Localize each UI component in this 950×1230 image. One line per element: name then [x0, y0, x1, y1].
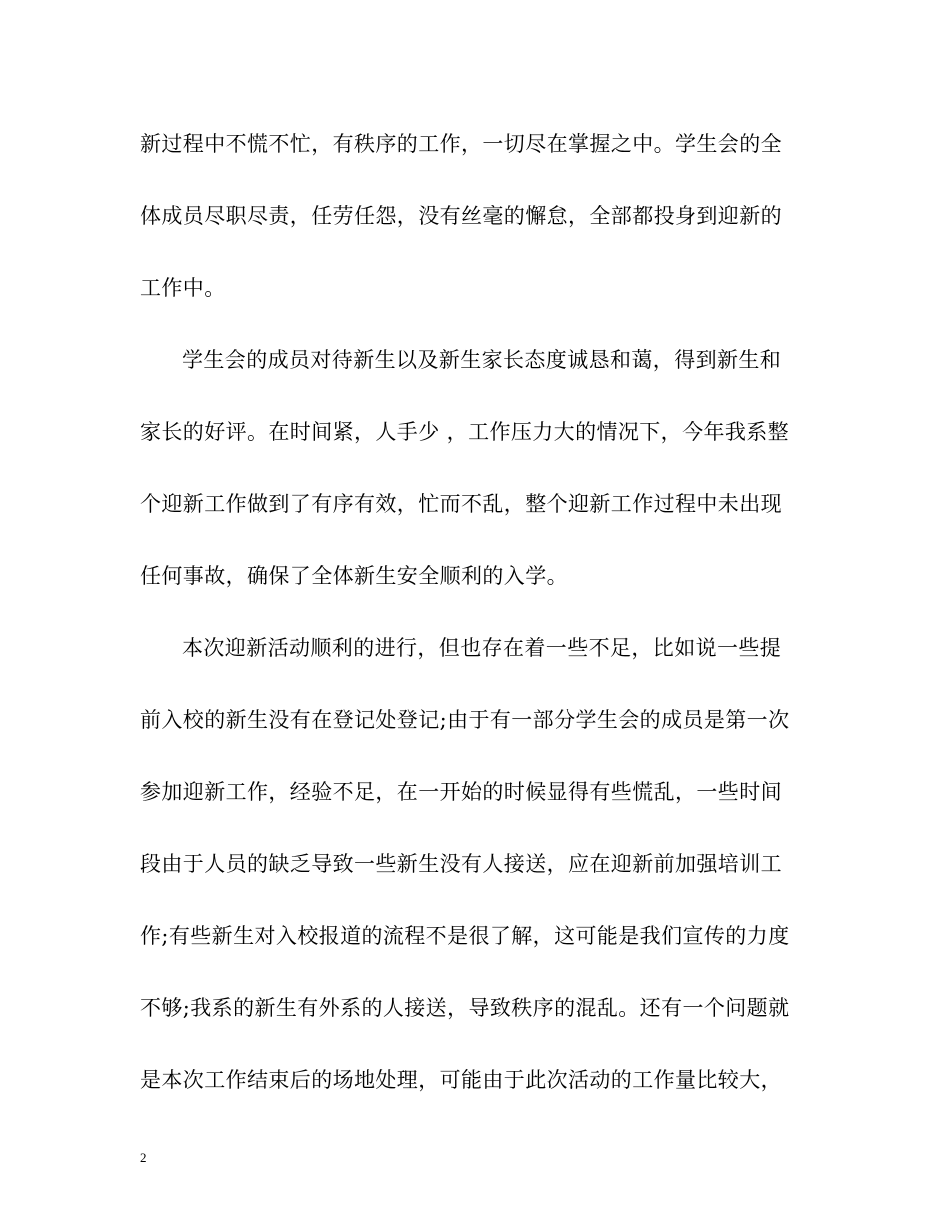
- text-line: 任何事故，确保了全体新生安全顺利的入学。: [140, 564, 568, 588]
- text-line: 段由于人员的缺乏导致一些新生没有人接送，应在迎新前加强培训工: [140, 852, 782, 876]
- paragraph-first-line: 学生会的成员对待新生以及新生家长态度诚恳和蔼，得到新生和: [182, 348, 782, 372]
- text-line: 参加迎新工作，经验不足，在一开始的时候显得有些慌乱，一些时间: [140, 780, 782, 804]
- text-line: 家长的好评。在时间紧，人手少 ，工作压力大的情况下，今年我系整: [140, 420, 790, 444]
- text-line: 新过程中不慌不忙，有秩序的工作，一切尽在掌握之中。学生会的全: [140, 132, 782, 156]
- page-number: 2: [140, 1150, 147, 1165]
- text-line: 是本次工作结束后的场地处理，可能由于此次活动的工作量比较大，: [140, 1068, 782, 1092]
- document-body: [140, 120, 810, 1128]
- text-line: 作;有些新生对入校报道的流程不是很了解，这可能是我们宣传的力度: [140, 924, 790, 948]
- text-line: 体成员尽职尽责，任劳任怨，没有丝毫的懈怠，全部都投身到迎新的: [140, 204, 782, 228]
- text-line: 不够;我系的新生有外系的人接送，导致秩序的混乱。还有一个问题就: [140, 996, 790, 1020]
- text-line: 个迎新工作做到了有序有效，忙而不乱，整个迎新工作过程中未出现: [140, 492, 782, 516]
- text-line: 工作中。: [140, 276, 226, 300]
- paragraph-first-line: 本次迎新活动顺利的进行，但也存在着一些不足，比如说一些提: [182, 636, 782, 660]
- text-line: 前入校的新生没有在登记处登记;由于有一部分学生会的成员是第一次: [140, 708, 790, 732]
